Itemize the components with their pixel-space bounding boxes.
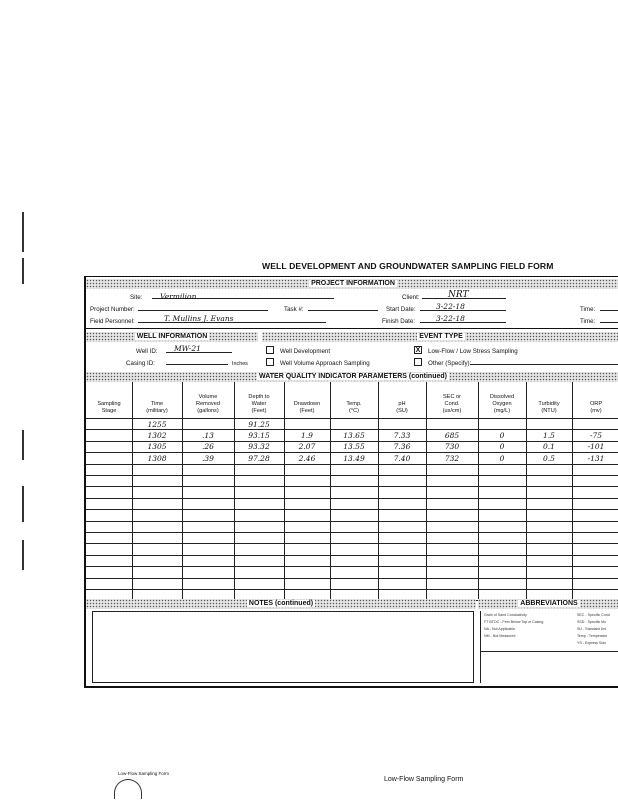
row-rule: [86, 486, 618, 487]
column-header: Sampling Stage: [97, 401, 121, 414]
table-cell[interactable]: -131: [587, 453, 605, 463]
abbreviations-list: [480, 611, 618, 683]
table-cell[interactable]: 1302: [147, 430, 167, 440]
column-rule: [182, 382, 183, 600]
table-cell[interactable]: [378, 420, 426, 431]
start-date-label: Start Date:: [386, 306, 416, 313]
table-cell[interactable]: 1305: [147, 442, 167, 452]
field-form: [84, 276, 618, 688]
table-cell[interactable]: 13.55: [343, 442, 365, 452]
row-rule: [86, 521, 618, 522]
table-cell[interactable]: [86, 454, 132, 465]
section-divider: [86, 328, 618, 329]
row-rule: [86, 578, 618, 579]
site-value: Vermilion: [160, 292, 197, 301]
table-cell[interactable]: 91.25: [248, 419, 270, 429]
abbreviation-item: NM - Not Measured: [484, 634, 516, 638]
column-header: Temp. (°C): [346, 401, 362, 414]
table-cell[interactable]: 1255: [147, 419, 167, 429]
row-rule: [86, 555, 618, 556]
column-rule: [284, 382, 285, 600]
footer-seal-mark: [114, 779, 142, 799]
well-id-value: MW-21: [174, 344, 201, 353]
low-flow-checkbox[interactable]: X: [415, 347, 421, 354]
form-title: WELL DEVELOPMENT AND GROUNDWATER SAMPLING FIELD FORM: [262, 261, 554, 271]
project-number-label: Project Number:: [90, 306, 135, 313]
table-cell[interactable]: [182, 420, 234, 431]
project-info-heading: PROJECT INFORMATION: [311, 280, 395, 287]
table-cell[interactable]: 2.46: [298, 453, 316, 463]
column-header: Drawdown (Feet): [293, 401, 321, 414]
table-cell[interactable]: [572, 420, 618, 431]
other-checkbox[interactable]: [414, 358, 422, 366]
table-cell[interactable]: 1.5: [543, 430, 555, 440]
notes-area[interactable]: [92, 611, 474, 683]
table-cell[interactable]: .13: [202, 430, 214, 440]
project-number-field[interactable]: [138, 303, 268, 311]
table-cell[interactable]: [426, 420, 478, 431]
client-value: NRT: [448, 290, 469, 300]
start-time-field[interactable]: [600, 303, 618, 311]
column-rule: [234, 382, 235, 600]
field-personnel-value: T. Mullins J. Evans: [164, 314, 234, 323]
column-rule: [478, 382, 479, 600]
event-type-heading: EVENT TYPE: [419, 333, 463, 340]
margin-mark: [22, 486, 24, 522]
table-cell[interactable]: [86, 442, 132, 453]
table-cell[interactable]: 93.32: [248, 442, 270, 452]
table-cell[interactable]: .26: [202, 442, 214, 452]
well-development-checkbox[interactable]: [266, 346, 274, 354]
water-quality-heading: WATER QUALITY INDICATOR PARAMETERS (continued): [259, 373, 447, 380]
well-id-label: Well ID:: [136, 348, 158, 355]
table-cell[interactable]: 730: [444, 442, 460, 452]
column-header: Time (military): [146, 401, 168, 414]
table-cell[interactable]: 0: [499, 430, 505, 440]
abbreviations-band: [478, 599, 618, 609]
column-header: Volume Removed (gallons): [196, 394, 220, 414]
table-cell[interactable]: [86, 420, 132, 431]
task-label: Task #:: [284, 306, 304, 313]
row-rule: [86, 509, 618, 510]
table-cell[interactable]: 7.36: [393, 442, 411, 452]
table-cell[interactable]: [526, 420, 572, 431]
table-cell[interactable]: 2.07: [298, 442, 316, 452]
abbreviation-item: SU - Standard Uni: [577, 627, 607, 631]
other-label: Other (Specify):: [428, 360, 472, 367]
margin-mark: [22, 540, 24, 570]
column-rule: [132, 382, 133, 600]
task-field[interactable]: [308, 303, 378, 311]
water-quality-band: [86, 372, 618, 382]
table-cell[interactable]: 732: [444, 453, 460, 463]
table-cell[interactable]: [330, 420, 378, 431]
margin-mark: [22, 430, 24, 460]
client-label: Client:: [402, 294, 420, 301]
table-cell[interactable]: -75: [589, 430, 603, 440]
notes-heading: NOTES (continued): [248, 600, 314, 607]
table-cell[interactable]: 7.40: [393, 453, 411, 463]
column-rule: [572, 382, 573, 600]
column-rule: [378, 382, 379, 600]
table-cell[interactable]: 97.28: [248, 453, 270, 463]
table-cell[interactable]: 0.1: [543, 442, 555, 452]
event-type-band: [262, 332, 618, 342]
table-cell[interactable]: 1.9: [301, 430, 313, 440]
finish-time-field[interactable]: [600, 315, 618, 323]
abbreviation-item: SEC - Specific Cond: [577, 613, 610, 617]
table-cell[interactable]: [86, 431, 132, 442]
well-info-band: [86, 332, 258, 342]
table-cell[interactable]: 13.65: [343, 430, 365, 440]
column-header: Dissolved Oxygen (mg/L): [489, 394, 515, 414]
start-date-value: 3-22-18: [436, 302, 465, 311]
column-rule: [426, 382, 427, 600]
column-header: SEC or Cond. (us/cm): [442, 394, 462, 414]
field-personnel-label: Field Personnel:: [90, 318, 135, 325]
column-rule: [330, 382, 331, 600]
footer-left-label: Low-Flow Sampling Form: [118, 771, 170, 776]
column-header: Depth to Water (Feet): [248, 394, 270, 414]
casing-id-field[interactable]: [166, 357, 228, 365]
finish-date-value: 3-22-18: [436, 314, 465, 323]
table-cell[interactable]: [284, 420, 330, 431]
finish-date-label: Finish Date:: [382, 318, 416, 325]
well-info-heading: WELL INFORMATION: [136, 333, 208, 340]
margin-mark: [22, 212, 24, 252]
footer-center-label: Low-Flow Sampling Form: [384, 776, 464, 783]
casing-id-label: Casing ID:: [126, 360, 155, 367]
table-cell[interactable]: [478, 420, 526, 431]
finish-time-label: Time:: [580, 318, 596, 325]
margin-mark: [22, 258, 24, 284]
column-header: Turbidity (NTU): [538, 401, 560, 414]
column-header: pH (SU): [396, 401, 408, 414]
row-rule: [86, 543, 618, 544]
start-time-label: Time:: [580, 306, 596, 313]
row-rule: [86, 498, 618, 499]
column-rule: [526, 382, 527, 600]
abbreviation-item: Grain of Sand Conductivity: [484, 613, 527, 617]
table-cell[interactable]: 1308: [147, 453, 167, 463]
abbreviations-divider: [481, 651, 618, 652]
row-rule: [86, 532, 618, 533]
well-development-label: Well Development: [280, 348, 331, 355]
abbreviation-item: SSD - Specific Mo: [577, 620, 607, 624]
other-field[interactable]: [470, 357, 618, 365]
table-cell[interactable]: 0: [499, 442, 505, 452]
abbreviation-item: Temp - Temperatur: [577, 634, 608, 638]
abbreviation-item: YS - Express Solu: [577, 641, 607, 645]
well-volume-checkbox[interactable]: [266, 358, 274, 366]
casing-unit: Inches: [232, 361, 248, 367]
table-cell[interactable]: 0.5: [543, 453, 555, 463]
table-cell[interactable]: 0: [499, 453, 505, 463]
abbreviation-item: NA - Not Applicable: [484, 627, 515, 631]
site-label: Site:: [130, 294, 143, 301]
table-cell[interactable]: 93.15: [248, 430, 270, 440]
column-header: ORP (mv): [589, 401, 603, 414]
table-cell[interactable]: -101: [587, 442, 605, 452]
well-volume-label: Well Volume Approach Sampling: [280, 360, 370, 367]
abbreviations-heading: ABBREVIATIONS: [520, 600, 578, 607]
low-flow-label: Low-Flow / Low Stress Sampling: [428, 348, 518, 355]
project-info-band: [86, 279, 618, 289]
abbreviation-item: FT BTOC - Feet Below Top of Casing: [484, 620, 544, 624]
row-rule: [86, 475, 618, 476]
table-cell[interactable]: 13.49: [343, 453, 365, 463]
row-rule: [86, 566, 618, 567]
notes-band: [86, 599, 476, 609]
table-cell[interactable]: 685: [444, 430, 460, 440]
row-rule: [86, 589, 618, 590]
table-cell[interactable]: .39: [202, 453, 214, 463]
table-cell[interactable]: 7.33: [393, 430, 411, 440]
